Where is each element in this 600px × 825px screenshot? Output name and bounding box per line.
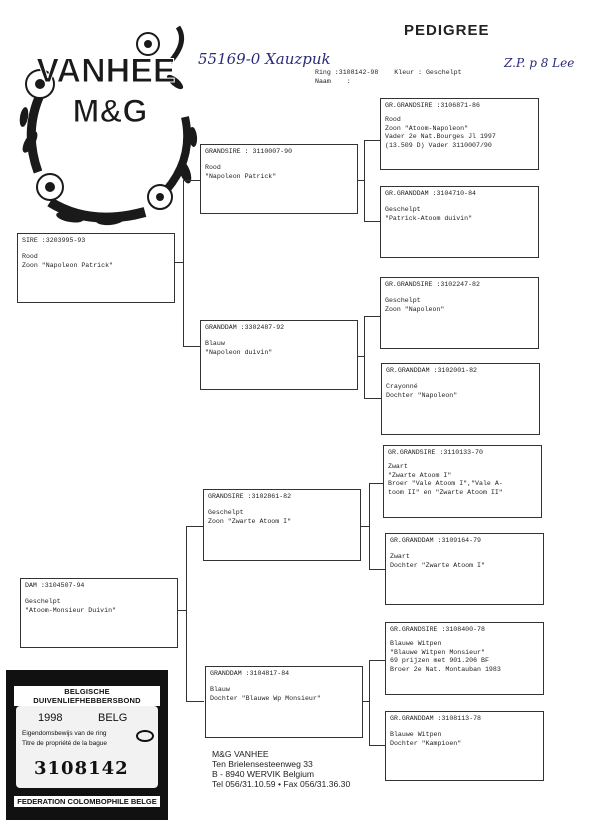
breeder-city: B - 8940 WERVIK Belgium: [212, 769, 315, 779]
kleur-value: : Geschelpt: [418, 69, 462, 76]
breeder-phone: Tel 056/31.10.59 • Fax 056/31.36.30: [212, 779, 351, 789]
connector-line: [175, 262, 183, 263]
great-grandsire-box: [380, 98, 539, 170]
great-grandparent-line: Dochter "Napoleon": [386, 391, 458, 399]
great-grandparent-line: Zwart: [388, 463, 408, 471]
connector-line: [364, 398, 381, 399]
great-grandparent-line: Zoon "Napoleon": [385, 305, 445, 313]
great-granddam-box: [381, 363, 540, 435]
great-grandparent-line: Rood: [385, 116, 401, 124]
connector-line: [364, 140, 365, 222]
great-grandparent-header: GR.GRANDSIRE :3108400-78: [390, 626, 485, 633]
great-grandparent-line: Geschelpt: [385, 206, 421, 214]
ring-value: :3108142-98: [334, 69, 379, 76]
great-grandsire-box: [380, 277, 539, 349]
naam-value: :: [346, 78, 351, 85]
ring-icon: [136, 730, 154, 742]
great-grandparent-line: "Blauwe Witpen Monsieur": [390, 648, 485, 656]
grandparent-header: GRANDDAM :3104817-84: [210, 670, 290, 677]
great-grandparent-line: Dochter "Zwarte Atoom I": [390, 561, 485, 569]
connector-line: [186, 526, 204, 527]
floral-wreath-icon: [10, 22, 202, 227]
federation-name-fr: FEDERATION COLOMBOPHILE BELGE: [14, 796, 160, 807]
grandparent-line: Geschelpt: [208, 509, 244, 517]
connector-line: [183, 180, 184, 347]
great-grandparent-line: (13.509 D) Vader 3110007/90: [385, 141, 492, 149]
dam-line: Geschelpt: [25, 598, 61, 606]
great-grandparent-header: GR.GRANDSIRE :3102247-82: [385, 281, 480, 288]
grandparent-line: "Napoleon Patrick": [205, 172, 277, 180]
breeder-name: M&G VANHEE: [212, 749, 269, 759]
connector-line: [364, 316, 365, 399]
connector-line: [369, 660, 385, 661]
ring-row: [315, 69, 462, 76]
grandsire-paternal-box: [200, 144, 358, 214]
great-grandparent-line: toom II" en "Zwarte Atoom II": [388, 488, 503, 496]
great-grandparent-line: Dochter "Kampioen": [390, 739, 462, 747]
handwritten-note: Z.P. p 8 Lee: [504, 56, 575, 70]
great-grandparent-line: Broer 2e Nat. Montauban 1983: [390, 665, 501, 673]
great-grandsire-box: [385, 622, 544, 695]
grandparent-line: Blauw: [210, 686, 230, 694]
great-grandparent-header: GR.GRANDDAM :3102001-82: [386, 367, 478, 374]
great-grandparent-line: "Zwarte Atoom I": [388, 471, 452, 479]
breeder-logo: [10, 22, 202, 227]
grandparent-line: Rood: [205, 164, 221, 172]
dam-box: [20, 578, 178, 648]
page-title: PEDIGREE: [404, 22, 490, 39]
great-grandparent-header: GR.GRANDSIRE :3106871-86: [385, 102, 480, 109]
great-granddam-box: [380, 186, 539, 258]
granddam-paternal-box: [200, 320, 358, 390]
connector-line: [178, 610, 186, 611]
great-grandparent-line: Broer "Vale Atoom I","Vale A-: [388, 480, 503, 488]
certificate-panel: [16, 706, 158, 788]
great-grandsire-box: [383, 445, 542, 518]
naam-label: Naam: [315, 78, 331, 85]
certificate-line-nl: Eigendomsbewijs van de ring: [22, 730, 107, 737]
connector-line: [364, 140, 381, 141]
breeder-street: Ten Brielensesteenweg 33: [212, 759, 313, 769]
dam-header: DAM :3104507-94: [25, 582, 85, 589]
great-grandparent-line: "Patrick-Atoom duivin": [385, 214, 473, 222]
connector-line: [186, 526, 187, 702]
grandparent-line: Zoon "Zwarte Atoom I": [208, 517, 292, 525]
kleur-label: Kleur: [394, 69, 415, 76]
great-grandparent-line: Zwart: [390, 553, 410, 561]
grandparent-line: Blauw: [205, 340, 225, 348]
dam-line: "Atoom-Monsieur Duivin": [25, 606, 117, 614]
sire-header: SIRE :3203995-93: [22, 237, 86, 244]
certificate-number: 3108142: [34, 758, 129, 779]
granddam-maternal-box: [205, 666, 363, 738]
great-grandparent-line: Crayonné: [386, 383, 418, 391]
connector-line: [369, 483, 370, 570]
connector-line: [364, 221, 381, 222]
great-grandparent-line: Zoon "Atoom-Napoleon": [385, 124, 469, 132]
certificate-year: 1998: [38, 712, 63, 724]
logo-initials: M&G: [72, 93, 148, 129]
great-grandparent-line: Blauwe Witpen: [390, 731, 442, 739]
great-grandparent-header: GR.GRANDDAM :3109164-79: [390, 537, 482, 544]
grandparent-header: GRANDSIRE :3102861-82: [208, 493, 292, 500]
certificate-line-fr: Titre de propriété de la bague: [22, 740, 108, 747]
naam-row: [315, 78, 351, 85]
great-grandparent-line: Blauwe Witpen: [390, 640, 442, 648]
connector-line: [361, 526, 369, 527]
certificate-country: BELG: [98, 712, 128, 724]
great-granddam-box: [385, 711, 544, 781]
grandparent-line: Dochter "Blauwe Wp Monsieur": [210, 694, 321, 702]
connector-line: [369, 660, 370, 746]
connector-line: [186, 701, 204, 702]
ring-label: Ring: [315, 69, 331, 76]
grandparent-line: "Napoleon duivin": [205, 348, 273, 356]
great-granddam-box: [385, 533, 544, 605]
grandsire-maternal-box: [203, 489, 361, 561]
great-grandparent-line: 69 prijzen met 901.206 BF: [390, 657, 489, 665]
handwritten-number: 55169-0 Xauzpuk: [198, 50, 331, 68]
great-grandparent-line: Vader 2e Nat.Bourges Jl 1997: [385, 133, 496, 141]
sire-line: Rood: [22, 253, 38, 261]
logo-name: VANHEE: [36, 52, 176, 90]
grandparent-header: GRANDSIRE : 3110007-90: [205, 148, 293, 155]
connector-line: [369, 569, 385, 570]
great-grandparent-header: GR.GRANDDAM :3104710-84: [385, 190, 477, 197]
grandparent-header: GRANDDAM :3302487-92: [205, 324, 285, 331]
great-grandparent-header: GR.GRANDDAM :3108113-78: [390, 715, 482, 722]
great-grandparent-header: GR.GRANDSIRE :3110133-70: [388, 449, 483, 456]
ring-certificate: [6, 670, 168, 820]
connector-line: [364, 316, 381, 317]
breeder-address: [212, 749, 350, 789]
great-grandparent-line: Geschelpt: [385, 297, 421, 305]
sire-box: [17, 233, 175, 303]
federation-name-nl: BELGISCHE DUIVENLIEFHEBBERSBOND: [14, 686, 160, 706]
connector-line: [369, 745, 385, 746]
sire-line: Zoon "Napoleon Patrick": [22, 261, 114, 269]
